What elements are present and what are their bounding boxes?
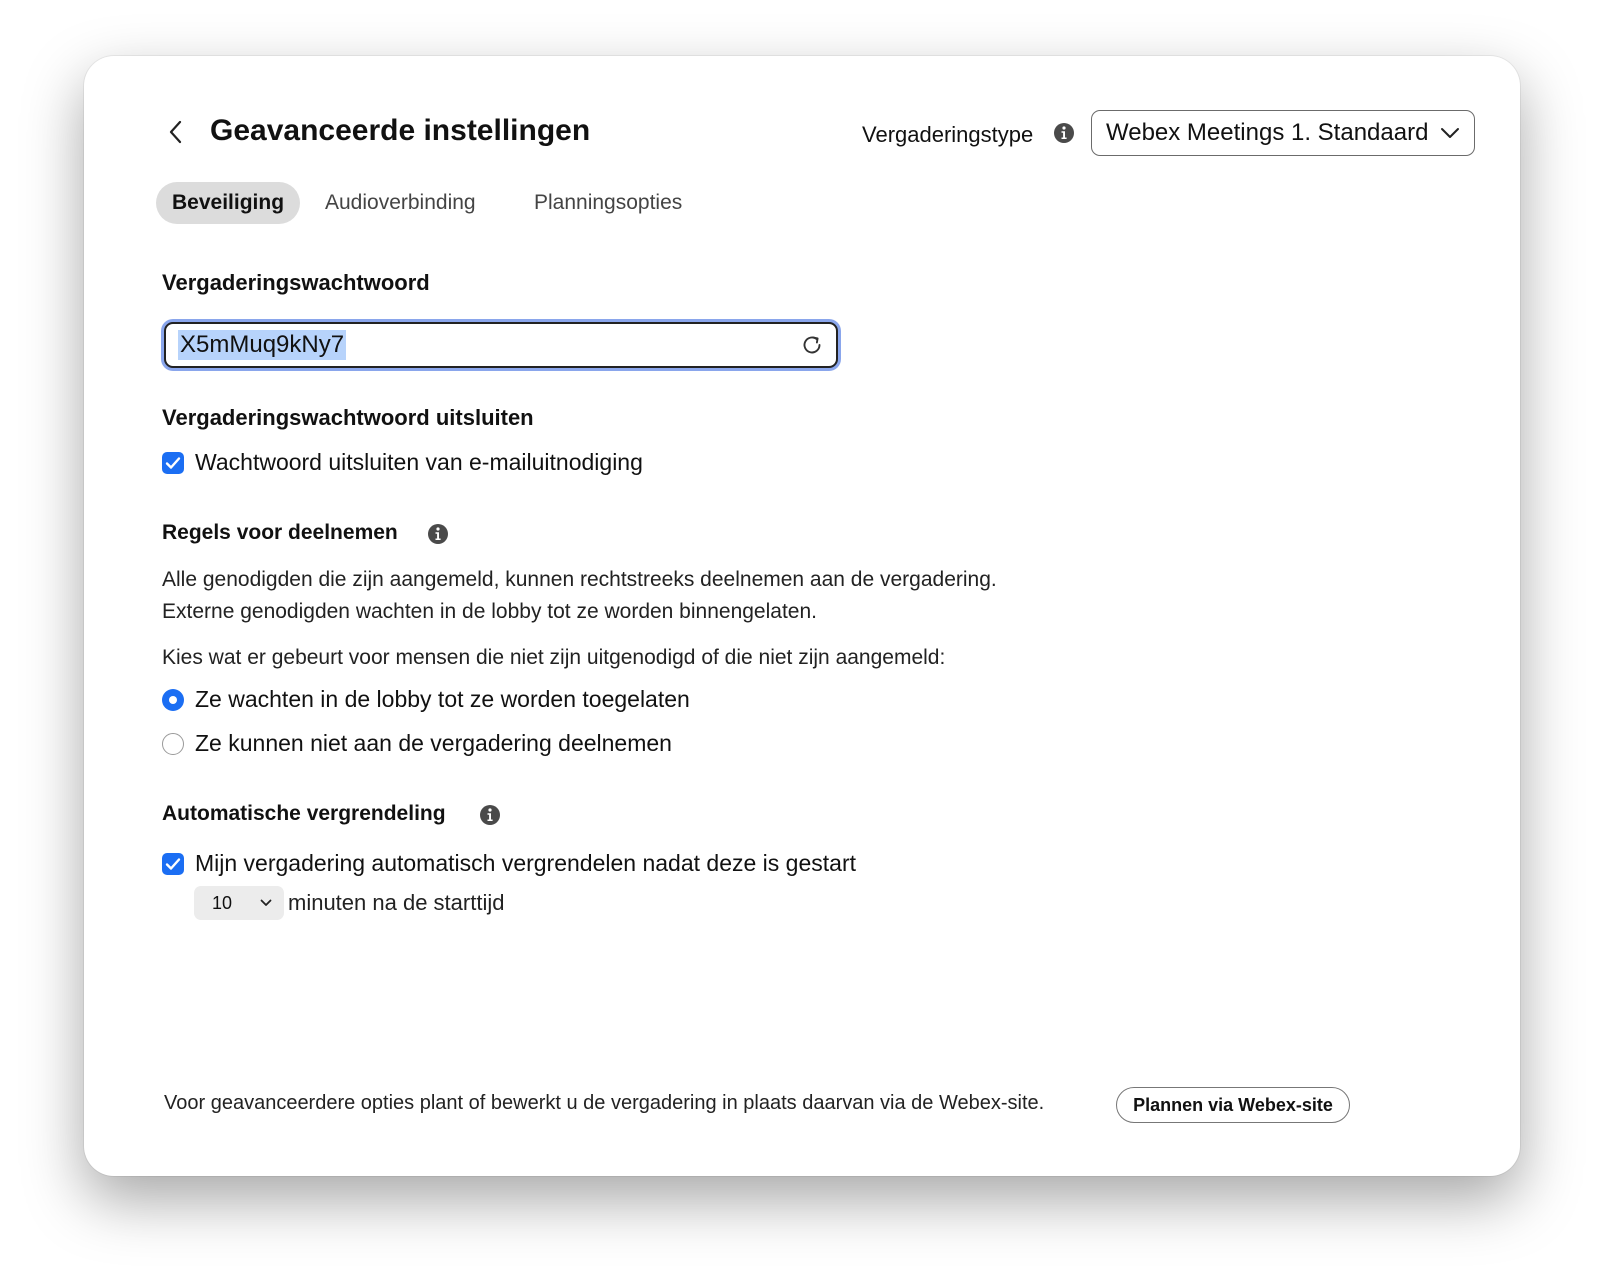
- meeting-type-value: Webex Meetings 1. Standaard: [1106, 119, 1429, 146]
- schedule-via-webex-site-button[interactable]: Plannen via Webex-site: [1116, 1087, 1350, 1123]
- footer-text: Voor geavanceerdere opties plant of bewerkt u de vergadering in plaats daarvan via de Webex-site.: [164, 1092, 1045, 1114]
- meeting-type-select[interactable]: [1091, 110, 1475, 156]
- radio-wait-in-lobby[interactable]: [162, 689, 184, 711]
- exclude-password-title: Vergaderingswachtwoord uitsluiten: [162, 405, 534, 430]
- tab-audioverbinding[interactable]: Audioverbinding: [325, 191, 476, 214]
- advanced-settings-window: [84, 56, 1520, 1176]
- minutes-select[interactable]: [194, 886, 284, 920]
- exclude-password-label: Wachtwoord uitsluiten van e-mailuitnodiging: [195, 449, 643, 475]
- join-rules-title: Regels voor deelnemen: [162, 521, 398, 544]
- tab-beveiliging[interactable]: Beveiliging: [156, 182, 300, 224]
- refresh-icon[interactable]: [800, 333, 824, 357]
- auto-lock-label: Mijn vergadering automatisch vergrendelen nadat deze is gestart: [195, 850, 856, 876]
- exclude-password-checkbox[interactable]: [162, 452, 184, 474]
- chevron-down-icon: [1440, 127, 1460, 139]
- auto-lock-checkbox[interactable]: [162, 853, 184, 875]
- page-title: Geavanceerde instellingen: [210, 114, 591, 147]
- checkmark-icon: [165, 456, 181, 470]
- info-icon[interactable]: [478, 803, 502, 827]
- radio-cannot-join[interactable]: [162, 733, 184, 755]
- minutes-suffix: minuten na de starttijd: [288, 890, 505, 915]
- info-icon[interactable]: [426, 522, 450, 546]
- tab-planningsopties[interactable]: Planningsopties: [534, 191, 683, 214]
- password-value: X5mMuq9kNy7: [180, 331, 345, 358]
- password-section-title: Vergaderingswachtwoord: [162, 270, 430, 295]
- auto-lock-title: Automatische vergrendeling: [162, 802, 446, 825]
- radio-wait-in-lobby-label: Ze wachten in de lobby tot ze worden toegelaten: [195, 686, 690, 712]
- back-button[interactable]: [162, 116, 190, 148]
- join-rules-description-2: Externe genodigden wachten in de lobby tot ze worden binnengelaten.: [162, 600, 817, 623]
- info-icon[interactable]: [1052, 121, 1076, 145]
- meeting-type-label: Vergaderingstype: [862, 122, 1034, 147]
- checkmark-icon: [165, 857, 181, 871]
- radio-cannot-join-label: Ze kunnen niet aan de vergadering deelnemen: [195, 730, 672, 756]
- password-input[interactable]: [164, 322, 838, 368]
- chevron-down-icon: [260, 899, 272, 907]
- minutes-value: 10: [212, 892, 233, 913]
- join-rules-prompt: Kies wat er gebeurt voor mensen die niet zijn uitgenodigd of die niet zijn aangemeld:: [162, 646, 946, 669]
- chevron-left-icon: [168, 119, 184, 145]
- join-rules-description-1: Alle genodigden die zijn aangemeld, kunnen rechtstreeks deelnemen aan de vergadering.: [162, 568, 997, 591]
